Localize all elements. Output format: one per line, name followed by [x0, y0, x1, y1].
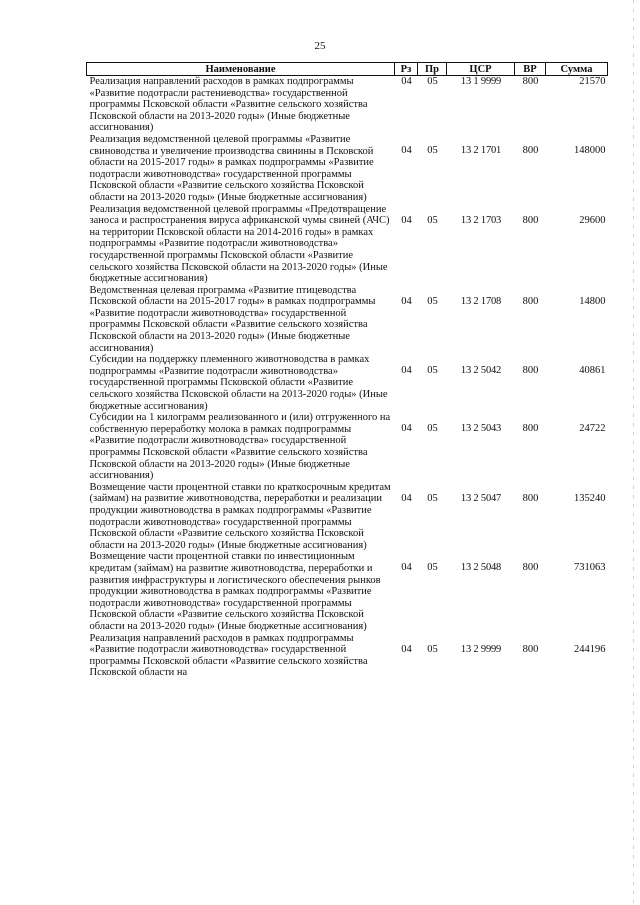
table-row — [87, 482, 608, 552]
row-name: Субсидии на 1 килограмм реализованного и (или) отгруженного на собственную переработку молока в рамках подпрограммы «Развитие подотрасли животноводства» государственной программы Псковской области «Развитие сельского хозяйства Псковской области на 2013-2020 годы» (Иные бюджетные ассигнования) — [89, 412, 391, 482]
table-body — [87, 76, 608, 679]
row-pr: 05 — [427, 295, 438, 307]
table-header — [87, 63, 608, 76]
row-sum: 135240 — [574, 492, 606, 504]
budget-table — [86, 62, 608, 679]
row-sum: 40861 — [579, 365, 606, 377]
row-vr: 800 — [522, 365, 539, 377]
row-pr: 05 — [427, 562, 438, 574]
table-row — [87, 134, 608, 204]
row-sum: 14800 — [579, 295, 606, 307]
row-rz: 04 — [401, 76, 412, 87]
row-csr: 13 2 1708 — [460, 295, 502, 307]
table-row — [87, 551, 608, 632]
table-row — [87, 412, 608, 482]
row-name: Возмещение части процентной ставки по инвестиционным кредитам (займам) на развитие животноводства, переработки и развития инфраструктуры и логистического обеспечения рынков продукции животноводства в рамках подпрограммы «Развитие подотрасли животноводства» государственной программы Псковской области «Развитие сельского хозяйства Псковской области на 2013-2020 годы» (Иные бюджетные ассигнования) — [89, 551, 381, 632]
row-sum: 24722 — [579, 423, 606, 435]
row-name: Реализация направлений расходов в рамках подпрограммы «Развитие подотрасли растениеводства» государственной программы Псковской области «Развитие сельского хозяйства Псковской области на 2013-2020 годы» (Иные бюджетные ассигнования) — [89, 76, 368, 134]
row-rz: 04 — [401, 365, 412, 377]
row-name: Ведомственная целевая программа «Развитие птицеводства Псковской области на 2015-2017 годы» в рамках подпрограммы «Развитие подотрасли животноводства» государственной программы Псковской области «Развитие сельского хозяйства Псковской области на 2013-2020 годы» (Иные бюджетные ассигнования) — [89, 284, 376, 354]
row-vr: 800 — [522, 295, 539, 307]
row-vr: 800 — [522, 492, 539, 504]
header-rz: Рз — [395, 63, 418, 76]
row-sum: 731063 — [574, 562, 606, 574]
table-row — [87, 633, 608, 679]
row-csr: 13 1 9999 — [460, 76, 502, 87]
row-name: Субсидии на поддержку племенного животноводства в рамках подпрограммы «Развитие подотрасли животноводства» государственной программы Псковской области «Развитие сельского хозяйства Псковской области на 2013-2020 годы» (Иные бюджетные ассигнования) — [89, 354, 388, 412]
row-sum: 148000 — [574, 144, 606, 156]
row-pr: 05 — [427, 214, 438, 226]
row-vr: 800 — [522, 144, 539, 156]
row-vr: 800 — [522, 214, 539, 226]
row-pr: 05 — [427, 423, 438, 435]
row-rz: 04 — [401, 423, 412, 435]
row-vr: 800 — [522, 643, 539, 655]
row-rz: 04 — [401, 492, 412, 504]
row-rz: 04 — [401, 643, 412, 655]
header-pr: Пр — [418, 63, 447, 76]
row-csr: 13 2 5042 — [460, 365, 502, 377]
header-name: Наименование — [87, 63, 395, 76]
table-row — [87, 204, 608, 285]
row-name: Возмещение части процентной ставки по краткосрочным кредитам (займам) на развитие животноводства, переработки и реализации продукции животноводства в рамках подпрограммы «Развитие подотрасли животноводства» государственной программы Псковской области «Развитие сельского хозяйства Псковской области на 2013-2020 годы» (Иные бюджетные ассигнования) — [89, 481, 391, 551]
row-pr: 05 — [427, 643, 438, 655]
row-pr: 05 — [427, 492, 438, 504]
row-pr: 05 — [427, 365, 438, 377]
row-rz: 04 — [401, 562, 412, 574]
row-name: Реализация ведомственной целевой программы «Развитие свиноводства и увеличение производства свинины в Псковской области на 2015-2017 годы» в рамках подпрограммы «Развитие подотрасли животноводства» государственной программы Псковской области «Развитие сельского хозяйства Псковской области на 2013-2020 годы» (Иные бюджетные ассигнования) — [89, 133, 374, 203]
row-name: Реализация ведомственной целевой программы «Предотвращение заноса и распространения вируса африканской чумы свиней (АЧС) на территории Псковской области на 2014-2016 годы» в рамках подпрограммы «Развитие подотрасли животноводства» государственной программы Псковской области «Развитие сельского хозяйства Псковской области на 2013-2020 годы» (Иные бюджетные ассигнования) — [89, 203, 390, 285]
table-row — [87, 76, 608, 134]
table-row — [87, 285, 608, 355]
row-csr: 13 2 1701 — [460, 144, 502, 156]
row-pr: 05 — [427, 76, 438, 87]
row-csr: 13 2 5047 — [460, 492, 502, 504]
row-csr: 13 2 5043 — [460, 423, 502, 435]
header-vr: ВР — [515, 63, 546, 76]
row-name: Реализация направлений расходов в рамках подпрограммы «Развитие подотрасли животноводства» государственной программы Псковской области «Развитие сельского хозяйства Псковской области на — [89, 632, 368, 679]
row-csr: 13 2 9999 — [460, 643, 502, 655]
row-rz: 04 — [401, 295, 412, 307]
header-csr: ЦСР — [447, 63, 515, 76]
header-sum: Сумма — [546, 63, 608, 76]
table-header-row — [87, 63, 608, 76]
row-rz: 04 — [401, 214, 412, 226]
row-csr: 13 2 5048 — [460, 562, 502, 574]
table-row — [87, 354, 608, 412]
row-pr: 05 — [427, 144, 438, 156]
row-csr: 13 2 1703 — [460, 214, 502, 226]
page-edge-marks — [633, 0, 634, 905]
row-sum: 29600 — [579, 214, 606, 226]
row-sum: 244196 — [574, 643, 606, 655]
row-vr: 800 — [522, 423, 539, 435]
row-vr: 800 — [522, 562, 539, 574]
page-number: 25 — [314, 40, 326, 52]
row-sum: 21570 — [579, 76, 606, 87]
row-vr: 800 — [522, 76, 539, 87]
row-rz: 04 — [401, 144, 412, 156]
budget-table-container — [86, 62, 607, 679]
